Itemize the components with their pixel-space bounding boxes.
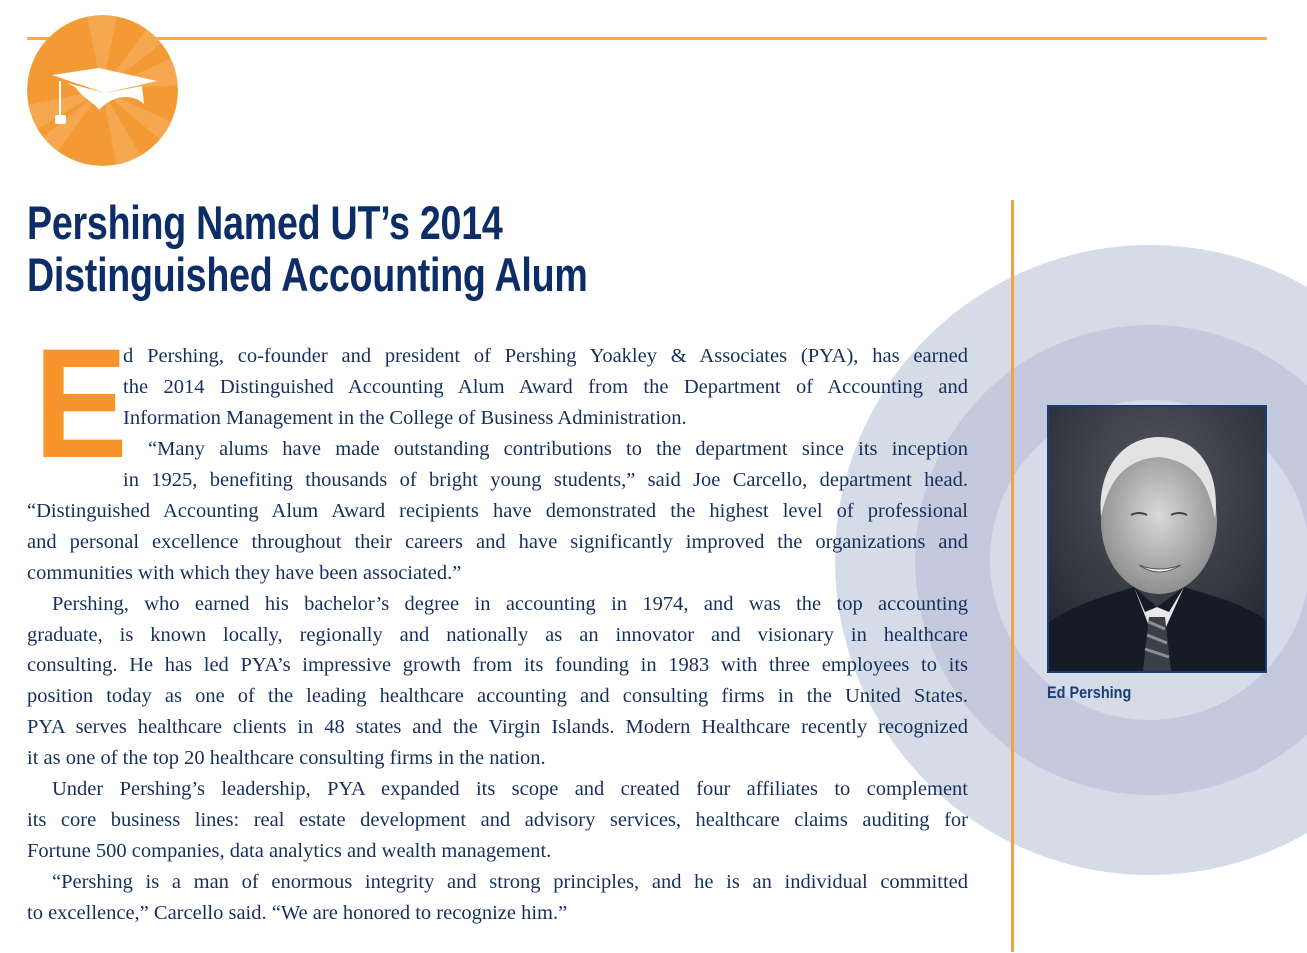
body-line: consulting. He has led PYA’s impressive growth from its founding in 1983 with three employees to its — [27, 654, 968, 676]
portrait-photo — [1047, 405, 1267, 673]
body-line: its core business lines: real estate development and advisory services, healthcare claims auditing for — [27, 809, 968, 831]
body-line: to excellence,” Carcello said. “We are honored to recognize him.” — [27, 902, 568, 924]
body-line: “Pershing is a man of enormous integrity and strong principles, and he is an individual committed — [52, 871, 968, 893]
graduation-cap-icon — [27, 15, 178, 166]
body-line: position today as one of the leading healthcare accounting and consulting firms in the United States. — [27, 685, 968, 707]
body-line: “Many alums have made outstanding contributions to the department since its inception — [148, 438, 968, 460]
column-divider — [1011, 200, 1014, 952]
photo-caption: Ed Pershing — [1047, 683, 1132, 702]
portrait-illustration — [1049, 407, 1265, 671]
body-line: communities with which they have been associated.” — [27, 562, 462, 584]
headline-line-1: Pershing Named UT’s 2014 — [27, 196, 503, 249]
body-line: Pershing, who earned his bachelor’s degree in accounting in 1974, and was the top accounting — [52, 593, 968, 615]
body-line: Fortune 500 companies, data analytics and wealth management. — [27, 840, 552, 862]
headline — [27, 197, 588, 301]
body-line: Information Management in the College of Business Administration. — [123, 407, 687, 429]
body-line: “Distinguished Accounting Alum Award recipients have demonstrated the highest level of professional — [27, 500, 968, 522]
headline-line-2: Distinguished Accounting Alum — [27, 248, 588, 301]
body-line: Under Pershing’s leadership, PYA expanded its scope and created four affiliates to complement — [52, 778, 968, 800]
body-line: it as one of the top 20 healthcare consulting firms in the nation. — [27, 747, 546, 769]
body-line: the 2014 Distinguished Accounting Alum Award from the Department of Accounting and — [123, 376, 968, 398]
body-line: in 1925, benefiting thousands of bright young students,” said Joe Carcello, department head. — [123, 469, 968, 491]
body-line: graduate, is known locally, regionally and nationally as an innovator and visionary in healthcare — [27, 624, 968, 646]
graduation-cap-badge — [27, 15, 178, 166]
top-rule — [27, 37, 1267, 40]
drop-cap: E — [34, 317, 128, 491]
body-line: and personal excellence throughout their careers and have significantly improved the organizations and — [27, 531, 968, 553]
body-line: d Pershing, co-founder and president of Pershing Yoakley & Associates (PYA), has earned — [123, 345, 968, 367]
body-line: PYA serves healthcare clients in 48 states and the Virgin Islands. Modern Healthcare recently recognized — [27, 716, 968, 738]
